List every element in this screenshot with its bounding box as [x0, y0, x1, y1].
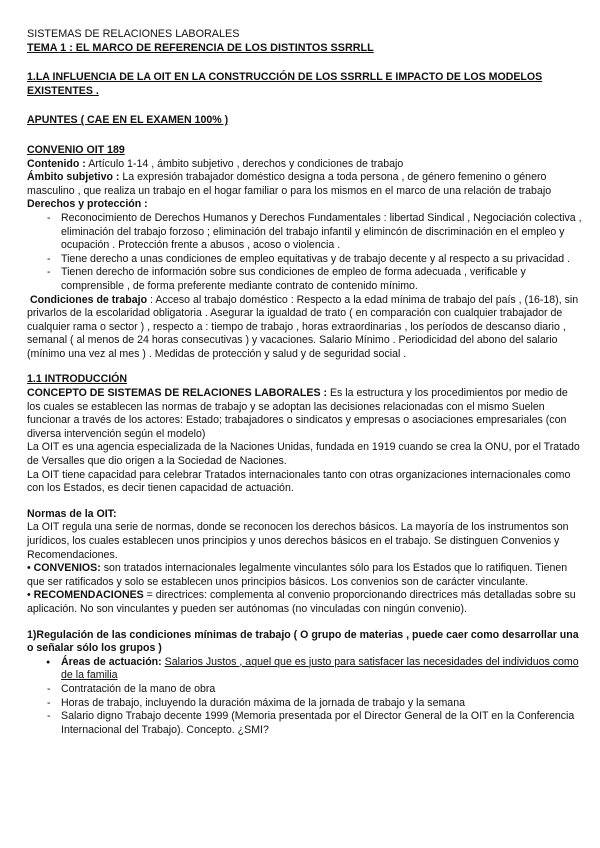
- areas-label: Áreas de actuación:: [61, 655, 162, 668]
- list-item: [27, 656, 583, 683]
- normas-paragraph: La OIT regula una serie de normas, donde se reconocen los derechos básicos. La mayoría de los instrumentos son jurídicos, los cuales establecen unos principios y unos derechos básicos en el trabajo. Se distinguen Convenios y Recomendaciones.: [27, 521, 569, 561]
- list-item: - Tiene derecho a unas condiciones de empleo equitativas y de trabajo decente y al respecto a su privacidad .: [27, 253, 583, 267]
- recomendaciones-paragraph: [27, 589, 583, 616]
- doc-title: SISTEMAS DE RELACIONES LABORALES: [27, 28, 240, 40]
- list-item: - Salario digno Trabajo decente 1999 (Memoria presentada por el Director General de la OIT en la Conferencia Internacional del Trabajo). Concepto. ¿SMI?: [27, 710, 583, 737]
- intro-heading: 1.1 INTRODUCCIÓN: [27, 373, 128, 386]
- recom-label: RECOMENDACIONES: [33, 589, 144, 602]
- concepto-paragraph: [27, 387, 583, 441]
- concepto-label: CONCEPTO DE SISTEMAS DE RELACIONES LABORALES :: [27, 387, 327, 400]
- concepto-text: Es la estructura y los procedimientos por medio de los cuales se establecen las normas de trabajo y se adoptan las decisiones relacionadas con el mismo Suelen funcionar a través de los actores: Estado; trabajadores o sindicatos y empresas o asociaciones empresariales (con diversa intervención según el modelo): [27, 387, 568, 440]
- contenido-paragraph: [27, 158, 583, 172]
- list-item: - Contratación de la mano de obra: [27, 683, 583, 697]
- apuntes-heading: APUNTES ( CAE EN EL EXAMEN 100% ): [27, 114, 229, 127]
- oit-paragraph-2: La OIT tiene capacidad para celebrar Tratados internacionales tanto con otras organizaciones internacionales como con los Estados, es decir tienen capacidad de actuación.: [27, 468, 571, 495]
- convenio-heading: CONVENIO OIT 189: [27, 143, 125, 156]
- document-page: [27, 28, 583, 737]
- condiciones-text: : Acceso al trabajo doméstico : Respecto a la edad mínima de trabajo del país , (16-18), sin privarlos de la escolaridad obligatoria . Asegurar la igualdad de trato ( en comparación con cualquier trabajador de cualquier rama o sector ) , respecto a : tiempo de trabajo , horas extraordinarias , los períodos de descanso diario , semanal ( al menos de 24 horas consecutivas ) y vacaciones. Salario Mínimo . Periodicidad del abono del salario (mínimo una vez al mes ) . Medidas de protección y salud y de seguridad social .: [27, 293, 579, 360]
- derechos-list: [27, 212, 583, 294]
- contenido-text: Artículo 1-14 , ámbito subjetivo , derechos y condiciones de trabajo: [85, 157, 404, 170]
- contenido-label: Contenido :: [27, 157, 86, 170]
- list-item: - Tienen derecho de información sobre sus condiciones de empleo de forma adecuada , verificable y comprensible , de forma preferente mediante contrato de contenido mínimo.: [27, 266, 583, 293]
- convenios-paragraph: [27, 562, 583, 589]
- regulacion-heading: 1)Regulación de las condiciones mínimas de trabajo ( O grupo de materias , puede caer como desarrollar una o señalar sólo los grupos ): [27, 628, 579, 655]
- normas-heading: Normas de la OIT:: [27, 507, 117, 520]
- section-heading: 1.LA INFLUENCIA DE LA OIT EN LA CONSTRUCCIÓN DE LOS SSRRLL E IMPACTO DE LOS MODELOS EXISTENTES .: [27, 71, 543, 97]
- ambito-paragraph: [27, 171, 583, 198]
- recom-bullet: •: [27, 589, 34, 602]
- list-item: - Horas de trabajo, incluyendo la duración máxima de la jornada de trabajo y la semana: [27, 697, 583, 711]
- condiciones-label: Condiciones de trabajo: [29, 293, 148, 306]
- convenios-text: son tratados internacionales legalmente vinculantes sólo para los Estados que lo ratifiquen. Tienen que ser ratificados y solo se establecen unos principios básicos. Los convenios son de carácter vinculante.: [27, 562, 568, 588]
- ambito-label: Ámbito subjetivo :: [27, 171, 120, 184]
- areas-text: Salarios Justos , aquel que es justo para satisfacer las necesidades del individuos como de la familia: [61, 655, 579, 682]
- convenios-bullet: •: [27, 562, 34, 575]
- areas-sublist: [27, 683, 583, 737]
- areas-list: [27, 656, 583, 683]
- derechos-heading: Derechos y protección :: [27, 198, 148, 211]
- ambito-text: La expresión trabajador doméstico designa a toda persona , de género femenino o género masculino , que realiza un trabajo en el hogar familiar o para los mismos en el marco de una relación de trabajo: [27, 171, 552, 197]
- recom-text: = directrices: complementa al convenio proporcionando directrices más detalladas sobre su aplicación. No son vinculantes y pueden ser autónomas (no vinculadas con ningún convenio).: [27, 589, 576, 615]
- convenios-label: CONVENIOS:: [33, 562, 101, 575]
- topic-title: TEMA 1 : EL MARCO DE REFERENCIA DE LOS DISTINTOS SSRRLL: [27, 41, 374, 54]
- list-item: - Reconocimiento de Derechos Humanos y Derechos Fundamentales : libertad Sindical , Negociación colectiva , eliminación del trabajo forzoso ; eliminación del trabajo infantil y elimincón de discriminación en el empleo y ocupación . Protección frente a abusos , acoso o violencia .: [27, 212, 583, 253]
- oit-paragraph-1: La OIT es una agencia especializada de la Naciones Unidas, fundada en 1919 cuando se crea la ONU, por el Tratado de Versalles que dio origen a la Sociedad de Naciones.: [27, 441, 580, 468]
- condiciones-paragraph: [27, 294, 583, 362]
